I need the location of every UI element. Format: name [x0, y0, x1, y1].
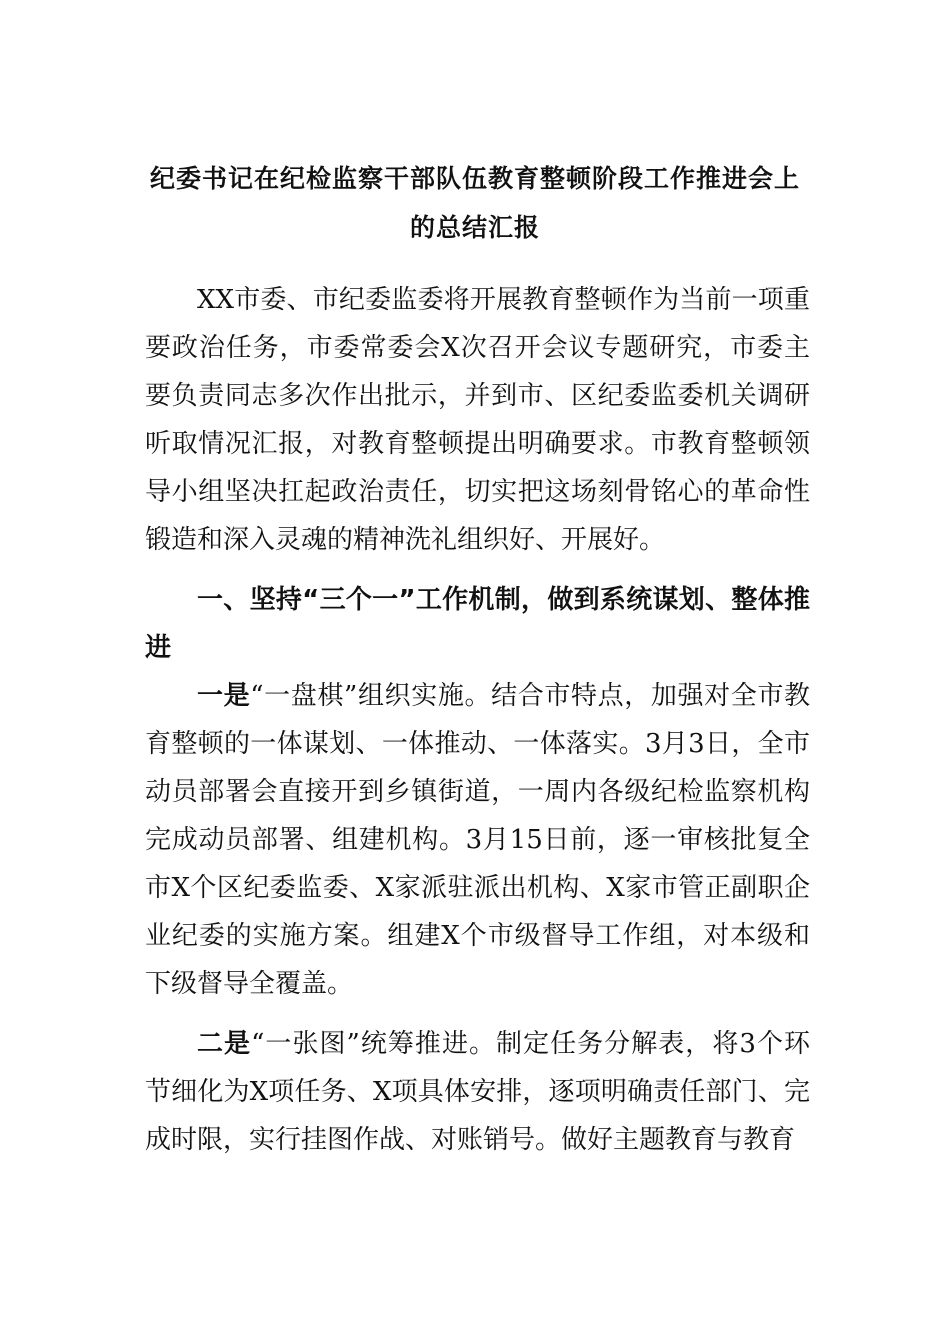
point-1-body: “一盘棋”组织实施。结合市特点，加强对全市教育整顿的一体谋划、一体推动、一体落实。3月3日，全市动员部署会直接开到乡镇街道，一周内各级纪检监察机构完成动员部署、组建机构。3月15日前，逐一审核批复全市X个区纪委监委、X家派驻派出机构、X家市管正副职企业纪委的实施方案。组建X个市级督导工作组，对本级和下级督导全覆盖。	[145, 681, 810, 999]
paragraph-point-2	[145, 1020, 810, 1164]
point-2-lead: 二是	[197, 1029, 252, 1059]
document-title-line-2: 的总结汇报	[409, 213, 540, 242]
point-1-lead: 一是	[197, 681, 251, 711]
point-2-body: “一张图”统筹推进。制定任务分解表，将3个环节细化为X项任务、X项具体安排，逐项明确责任部门、完成时限，实行挂图作战、对账销号。做好主题教育与教育	[145, 1029, 810, 1155]
section-heading-1: 一、坚持“三个一”工作机制，做到系统谋划、整体推进	[145, 585, 810, 663]
intro-paragraph: XX市委、市纪委监委将开展教育整顿作为当前一项重要政治任务，市委常委会X次召开会议专题研究，市委主要负责同志多次作出批示，并到市、区纪委监委机关调研听取情况汇报，对教育整顿提出明确要求。市教育整顿领导小组坚决扛起政治责任，切实把这场刻骨铭心的革命性锻造和深入灵魂的精神洗礼组织好、开展好。	[145, 285, 810, 555]
paragraph-point-1	[145, 672, 810, 1008]
document-title-line-1: 纪委书记在纪检监察干部队伍教育整顿阶段工作推进会上	[149, 164, 800, 193]
